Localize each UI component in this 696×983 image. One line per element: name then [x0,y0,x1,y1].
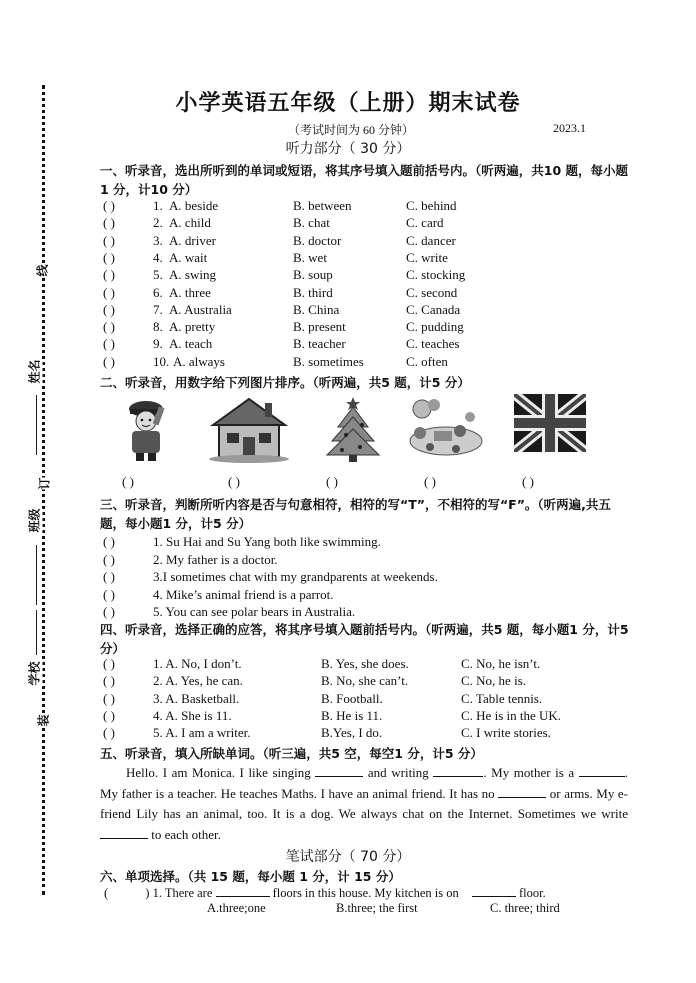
part5-instruction: 五、听录音，填入所缺单词。（听三遍，共5 空，每空1 分，计5 分） [100,746,483,761]
statement-text: 2. My father is a doctor. [153,551,278,567]
policeman-picture [116,395,178,463]
exam-title: 小学英语五年级（上册）期末试卷 [175,91,521,116]
option-b: B. wet [293,249,327,265]
option-b: B. sometimes [293,353,364,369]
passage-seg3: . My mother is a [483,765,575,780]
question-number: 3. [153,232,163,248]
q1-option-b: B.three; the first [336,901,418,915]
option-a: A. beside [169,198,219,213]
option-b: B. He is 11. [321,707,383,723]
binding-label-bind: 装 [36,714,51,727]
school-underline [36,610,38,655]
picture-answer-bracket[interactable]: ( ) [228,474,240,489]
answer-bracket[interactable]: ( ) [103,284,115,300]
picture-answer-bracket[interactable]: ( ) [522,474,534,489]
passage-seg6: Sometimes we write [517,806,628,821]
name-label: 姓名 [27,359,42,384]
option-c: C. teaches [406,336,460,352]
option-c: C. second [406,284,458,300]
party-picture [400,395,484,463]
passage-seg4: . My father is a teacher. He teaches Maths. I have an animal friend. It has no [100,765,628,801]
option-a: A. driver [169,232,216,248]
option-b: B. Yes, she does. [321,656,409,671]
question-number: 1. [153,198,163,213]
option-b: B. Football. [321,690,383,706]
name-underline [36,395,38,455]
q1-option-c: C. three; third [490,901,560,915]
passage-seg2: and writing [367,765,429,780]
answer-bracket[interactable]: ( ) [103,551,115,567]
question-number: 4. [153,249,163,265]
option-c: C. No, he isn’t. [461,656,541,671]
option-a: 3. A. Basketball. [153,690,240,706]
answer-bracket[interactable]: ( ) [103,604,115,619]
answer-bracket[interactable]: ( ) [103,336,115,352]
option-c: C. I write stories. [461,725,551,741]
answer-bracket[interactable]: ( ) [103,267,115,283]
answer-bracket[interactable]: ( ) [103,586,115,602]
question-number: 8. [153,319,163,335]
blank-1[interactable] [315,764,363,777]
option-a: A. child [169,215,211,231]
option-a: A. three [169,284,211,300]
statement-text: 5. You can see polar bears in Australia. [153,604,356,619]
answer-bracket[interactable]: ( ) [103,690,115,706]
binding-label-order: 订 [37,477,52,490]
option-b: B. third [293,284,333,300]
christmas-tree-picture [322,395,384,463]
answer-bracket[interactable]: ( ) [103,656,115,671]
house-picture [207,395,291,463]
option-c: C. stocking [406,267,466,283]
answer-bracket[interactable]: ( ) [103,673,115,689]
option-a: A. always [173,353,225,369]
q1-open-paren: ( [104,886,109,900]
q1-text-b: floors in this house. My kitchen is on [272,886,459,900]
option-a: 4. A. She is 11. [153,707,232,723]
answer-bracket[interactable]: ( ) [103,534,115,549]
q1-option-a: A.three;one [207,901,266,915]
listening-heading: 听力部分（ 30 分） [285,141,411,157]
option-b: B. soup [293,267,333,283]
option-c: C. card [406,215,444,231]
question-number: 2. [153,215,163,231]
answer-bracket[interactable]: ( ) [103,353,115,369]
option-b: B. doctor [293,232,342,248]
question-number: 5. [153,267,163,283]
blank-4[interactable] [498,785,546,798]
part4-instruction: 四、听录音，选择正确的应答，将其序号填入题前括号内。（听两遍，共5 题，每小题1 分，计5 分） [100,622,629,656]
school-label: 学校 [27,661,42,686]
answer-bracket[interactable]: ( ) [103,198,115,213]
answer-bracket[interactable]: ( ) [103,319,115,335]
passage-seg7: to each other. [151,826,221,842]
q1-blank-1[interactable] [216,884,270,897]
option-b: B. No, she can’t. [321,673,409,689]
option-a: A. teach [169,336,213,352]
part6-q1 [104,884,546,901]
option-b: B. between [293,198,352,213]
part6-instruction: 六、单项选择。（共 15 题，每小题 1 分，计 15 分） [100,869,401,884]
picture-answer-bracket[interactable]: ( ) [122,474,134,489]
class-underline [36,545,38,605]
option-c: C. behind [406,198,457,213]
part3-instruction: 三、听录音，判断所听内容是否与句意相符，相符的写“T”，不相符的写“F”。（听两遍,共五题，每小题1 分，计5 分） [100,497,611,531]
question-number: 6. [153,284,163,300]
part2-instruction: 二、听录音，用数字给下列图片排序。（听两遍，共5 题，计5 分） [100,375,470,390]
option-b: B.Yes, I do. [321,725,383,741]
q1-text-c: floor. [519,886,546,900]
picture-answer-bracket[interactable]: ( ) [424,474,436,489]
option-a: A. wait [169,249,208,265]
option-b: B. China [293,301,340,317]
option-c: C. He is in the UK. [461,707,562,723]
part1-instruction: 一、听录音，选出所听到的单词或短语，将其序号填入题前括号内。（听两遍，共10 题，每小题1 分，计10 分） [100,163,628,197]
option-c: C. write [406,249,448,265]
answer-bracket[interactable]: ( ) [103,569,115,584]
passage-seg5: or arms. My e-friend Lily has an animal, too. It is a dog. We always chat on the Internet. [100,785,629,821]
option-c: C. No, he is. [461,673,526,689]
blank-5[interactable] [100,826,148,839]
answer-bracket[interactable]: ( ) [103,232,115,248]
binding-label-line: 线 [35,264,50,277]
answer-bracket[interactable]: ( ) [103,725,115,741]
statement-text: 3.I sometimes chat with my grandparents at weekends. [153,569,438,584]
option-a: 5. A. I am a writer. [153,725,251,741]
option-c: C. often [406,353,448,369]
option-c: C. Canada [406,301,461,317]
option-a: A. pretty [169,319,216,335]
option-b: B. chat [293,215,330,231]
answer-bracket[interactable]: ( ) [103,249,115,265]
question-number: 7. [153,301,163,317]
written-heading: 笔试部分（ 70 分） [285,849,411,865]
passage-seg1: Hello. I am Monica. I like singing [126,765,311,780]
answer-bracket[interactable]: ( ) [103,707,115,723]
blank-2[interactable] [433,764,483,777]
q1-text-a: ) 1. There are [145,886,213,900]
q1-blank-2[interactable] [472,884,516,897]
question-number: 9. [153,336,163,352]
option-a: A. swing [169,267,216,283]
picture-answer-bracket[interactable]: ( ) [326,474,338,489]
option-b: B. present [293,319,346,335]
answer-bracket[interactable]: ( ) [103,301,115,317]
option-b: B. teacher [293,336,346,352]
uk-flag-picture [514,394,586,452]
option-a: 2. A. Yes, he can. [153,673,243,689]
answer-bracket[interactable]: ( ) [103,215,115,231]
time-note: （考试时间为 60 分钟） [288,123,415,137]
option-a: A. Australia [169,301,232,317]
part5-passage [100,763,628,845]
binding-dotted-line [42,85,45,895]
statement-text: 1. Su Hai and Su Yang both like swimming. [153,534,381,549]
blank-3[interactable] [579,764,625,777]
option-c: C. dancer [406,232,456,248]
class-label: 班级 [27,508,42,533]
option-c: C. Table tennis. [461,690,543,706]
option-c: C. pudding [406,319,464,335]
option-a: 1. A. No, I don’t. [153,656,242,671]
exam-date: 2023.1 [553,121,586,135]
question-number: 10. [153,353,170,369]
statement-text: 4. Mike’s animal friend is a parrot. [153,586,334,602]
